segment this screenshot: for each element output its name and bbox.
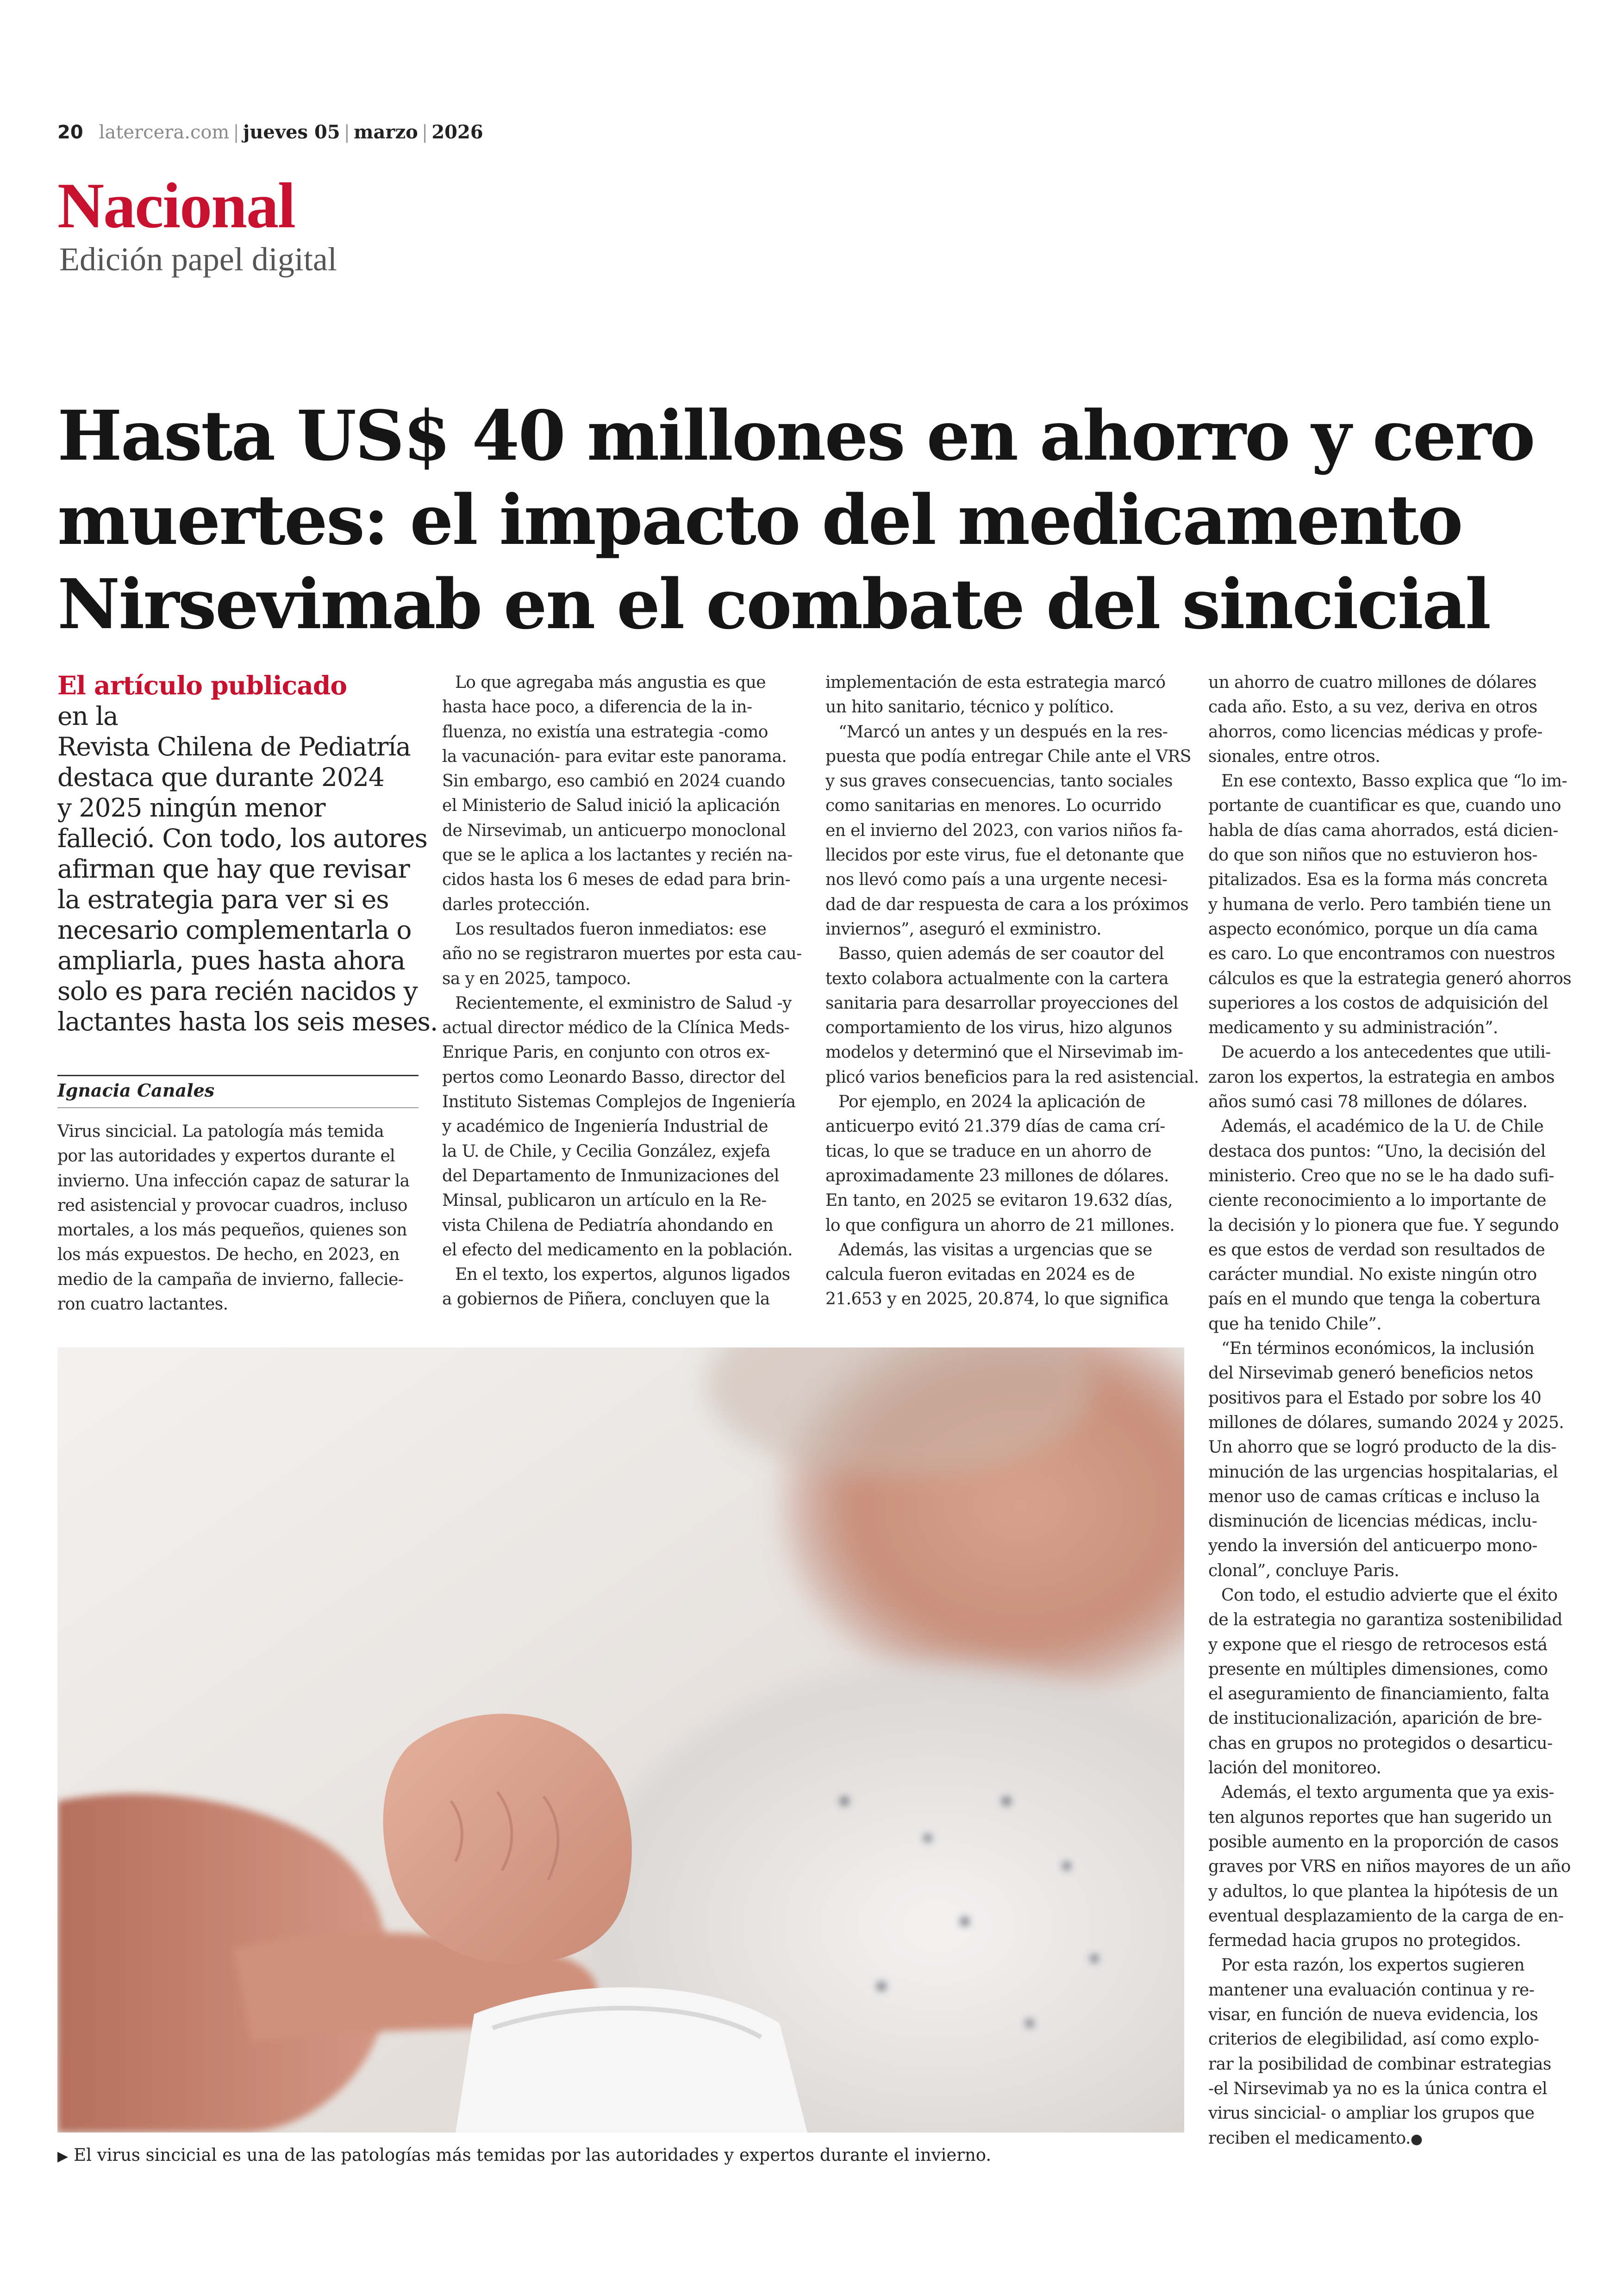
body-text-line: ten algunos reportes que han sugerido un [1208,1808,1552,1827]
body-text-line: chas en grupos no protegidos o desarticu- [1208,1734,1553,1753]
body-text-line: medicamento y su administración”. [1208,1018,1498,1038]
body-text-line: pitalizados. Esa es la forma más concreta [1208,870,1548,890]
lead-kicker: El artículo publicado [57,670,347,700]
body-text-line: Sin embargo, eso cambió en 2024 cuando [442,772,785,791]
site-name[interactable]: latercera.com [99,122,230,143]
headline-line: muertes: el impacto del medicamento [57,480,1462,560]
body-text-line: un ahorro de cuatro millones de dólares [1208,673,1537,692]
body-text-line: año no se registraron muertes por esta cau- [442,944,802,964]
body-text-line: por las autoridades y expertos durante el [57,1147,395,1166]
body-text-line: modelos y determinó que el Nirsevimab im- [825,1043,1183,1062]
body-text-line: posible aumento en la proporción de casos [1208,1832,1559,1852]
body-text-line: actual director médico de la Clínica Meds- [442,1018,790,1038]
body-text-line: hasta hace poco, a diferencia de la in- [442,698,752,717]
body-text-line: país en el mundo que tenga la cobertura [1208,1290,1541,1309]
body-text-line: sanitaria para desarrollar proyecciones del [825,993,1178,1013]
body-text-line: calcula fueron evitadas en 2024 es de [825,1265,1135,1285]
lead-line: afirman que hay que revisar [57,854,410,884]
body-text-line: implementación de esta estrategia marcó [825,673,1166,692]
body-text-line: y académico de Ingeniería Industrial de [442,1117,768,1136]
body-text-line: lación del monitoreo. [1208,1759,1381,1778]
body-text-line: Con todo, el estudio advierte que el éxito [1221,1585,1558,1605]
body-text-line: yendo la inversión del anticuerpo mono- [1208,1536,1537,1556]
body-text-line: fluenza, no existía una estrategia -como [442,722,768,742]
body-text-line: el Ministerio de Salud inició la aplicación [442,796,780,816]
body-text-line: la U. de Chile, y Cecilia González, exjefa [442,1141,770,1161]
headline-line: Hasta US$ 40 millones en ahorro y cero [57,395,1534,476]
body-text-line: ministerio. Creo que no se le ha dado sufi- [1208,1166,1554,1185]
article-lead [57,670,438,1037]
body-text-line: destaca dos puntos: “Uno, la decisión del [1208,1141,1546,1161]
body-text-line: un hito sanitario, técnico y político. [825,698,1114,717]
body-text-line: do que son niños que no estuvieron hos- [1208,846,1537,865]
body-text-line: positivos para el Estado por sobre los 40 [1208,1388,1542,1408]
body-text-line: y expone que el riesgo de retrocesos está [1208,1635,1548,1654]
body-text-line: el aseguramiento de financiamiento, falta [1208,1684,1549,1704]
body-text-line: En tanto, en 2025 se evitaron 19.632 días, [825,1191,1173,1210]
body-text-line: aproximadamente 23 millones de dólares. [825,1166,1169,1185]
body-column-4 [1208,670,1572,2152]
body-text-line: y adultos, lo que plantea la hipótesis de un [1208,1882,1558,1901]
body-text-line: mantener una evaluación continua y re- [1208,1980,1535,2000]
body-text-line: Un ahorro que se logró producto de la dis- [1208,1438,1556,1457]
body-text-line: Recientemente, el exministro de Salud -y [455,993,792,1013]
body-text-line: que se le aplica a los lactantes y recién na- [442,846,793,865]
body-text-line: Lo que agregaba más angustia es que [455,673,766,692]
body-text-line: millones de dólares, sumando 2024 y 2025. [1208,1413,1564,1432]
body-text-line: nos llevó como país a una urgente necesi- [825,870,1168,890]
body-text-line: reciben el medicamento.● [1208,2128,1423,2148]
body-text-line: años sumó casi 78 millones de dólares. [1208,1092,1528,1112]
body-text-line: De acuerdo a los antecedentes que utili- [1221,1043,1551,1062]
body-text-line: -el Nirsevimab ya no es la única contra el [1208,2079,1547,2098]
lead-line: ampliarla, pues hasta ahora [57,946,405,975]
section-title: Nacional [57,170,295,242]
body-text-line: Además, las visitas a urgencias que se [838,1240,1152,1260]
body-text-line: el efecto del medicamento en la población. [442,1240,793,1260]
byline-top-rule [57,1075,418,1076]
body-text-line: ciente reconocimiento a lo importante de [1208,1191,1546,1210]
body-text-line: que ha tenido Chile”. [1208,1314,1382,1334]
lead-first-line: en la [57,701,118,731]
body-text-line: y humana de verlo. Pero también tiene un [1208,895,1551,914]
lead-line: lactantes hasta los seis meses. [57,1007,438,1036]
body-column-1 [57,1119,423,1316]
body-text-line: sionales, entre otros. [1208,747,1380,766]
body-text-line: del Departamento de Inmunizaciones del [442,1166,779,1185]
folio-line: 20 latercera.com | jueves 05 | marzo | 2026 [57,121,483,143]
issue-year: 2026 [431,121,483,143]
body-text-line: invierno. Una infección capaz de saturar la [57,1171,410,1191]
section-subtitle: Edición papel digital [59,241,337,278]
body-text-line: lo que configura un ahorro de 21 millones. [825,1216,1175,1235]
body-text-line: aspecto económico, porque un día cama [1208,919,1538,939]
body-text-line: Además, el texto argumenta que ya exis- [1221,1783,1554,1802]
body-text-line: mortales, a los más pequeños, quienes son [57,1221,407,1240]
issue-day: jueves 05 [243,121,340,143]
body-text-line: habla de días cama ahorrados, está dicien- [1208,821,1558,840]
body-text-line: eventual desplazamiento de la carga de en- [1208,1906,1564,1926]
body-text-line: en el invierno del 2023, con varios niños fa- [825,821,1183,840]
caption-triangle-icon: ▶ [57,2148,69,2164]
body-text-line: plicó varios beneficios para la red asistencial. [825,1067,1199,1087]
body-text-line: cidos hasta los 6 meses de edad para brin- [442,870,791,890]
body-text-line: es caro. Lo que encontramos con nuestros [1208,944,1555,964]
lead-line: y 2025 ningún menor [57,793,325,823]
body-text-line: los más expuestos. De hecho, en 2023, en [57,1245,400,1265]
page-number: 20 [57,122,83,143]
body-text-line: Además, el académico de la U. de Chile [1221,1117,1544,1136]
body-text-line: “Marcó un antes y un después en la res- [838,722,1168,742]
caption-text: El virus sincicial es una de las patologías más temidas por las autoridades y expertos durante el invierno. [74,2145,992,2165]
article-photo [57,1347,1184,2133]
body-text-line: de Nirsevimab, un anticuerpo monoclonal [442,821,786,840]
body-text-line: puesta que podía entregar Chile ante el VRS [825,747,1191,766]
lead-line: la estrategia para ver si es [57,885,389,914]
byline: Ignacia Canales [57,1080,215,1101]
body-text-line: de institucionalización, aparición de bre- [1208,1709,1542,1728]
body-text-line: superiores a los costos de adquisición del [1208,993,1548,1013]
body-text-line: Instituto Sistemas Complejos de Ingeniería [442,1092,796,1112]
lead-line: falleció. Con todo, los autores [57,823,427,853]
body-text-line: vista Chilena de Pediatría ahondando en [442,1216,774,1235]
body-text-line: a gobiernos de Piñera, concluyen que la [442,1290,770,1309]
body-text-line: minución de las urgencias hospitalarias, el [1208,1462,1558,1482]
body-text-line: carácter mundial. No existe ningún otro [1208,1265,1537,1285]
body-text-line: ticas, lo que se traduce en un ahorro de [825,1141,1152,1161]
lead-line: Revista Chilena de Pediatría [57,732,411,761]
body-text-line: ahorros, como licencias médicas y profe- [1208,722,1543,742]
body-column-2 [442,670,801,1312]
body-text-line: visar, en función de nueva evidencia, los [1208,2005,1538,2025]
body-text-line: darles protección. [442,895,590,914]
body-text-line: y sus graves consecuencias, tanto sociales [825,772,1173,791]
article-headline [57,393,1585,646]
body-text-line: sa y en 2025, tampoco. [442,969,631,988]
body-text-line: anticuerpo evitó 21.379 días de cama crí- [825,1117,1165,1136]
body-text-line: ron cuatro lactantes. [57,1295,228,1314]
body-text-line: Minsal, publicaron un artículo en la Re- [442,1191,767,1210]
body-text-line: disminución de licencias médicas, inclu- [1208,1512,1537,1531]
body-text-line: red asistencial y provocar cuadros, incluso [57,1196,407,1215]
body-text-line: Los resultados fueron inmediatos: ese [455,919,767,939]
headline-line: Nirsevimab en el combate del sincicial [57,564,1490,644]
body-text-line: virus sincicial- o ampliar los grupos que [1208,2104,1535,2123]
body-text-line: En ese contexto, Basso explica que “lo im- [1221,772,1567,791]
body-text-line: graves por VRS en niños mayores de un año [1208,1857,1571,1877]
body-text-line: fermedad hacia grupos no protegidos. [1208,1931,1521,1951]
body-text-line: como sanitarias en menores. Lo ocurrido [825,796,1162,816]
body-text-line: inviernos”, aseguró el exministro. [825,919,1101,939]
body-text-line: Enrique Paris, en conjunto con otros ex- [442,1043,770,1062]
lead-line: solo es para recién nacidos y [57,976,418,1006]
body-text-line: del Nirsevimab generó beneficios netos [1208,1364,1533,1383]
body-text-line: la decisión y lo pionera que fue. Y segundo [1208,1216,1559,1235]
end-mark-icon: ● [1410,2131,1423,2147]
body-text-line: presente en múltiples dimensiones, como [1208,1659,1548,1679]
issue-month: marzo [354,121,418,143]
body-text-line: rar la posibilidad de combinar estrategias [1208,2054,1551,2074]
body-text-line: “En términos económicos, la inclusión [1221,1339,1535,1359]
body-text-line: menor uso de camas críticas e incluso la [1208,1487,1540,1506]
photo-caption [57,2144,991,2168]
body-text-line: comportamiento de los virus, hizo algunos [825,1018,1172,1038]
body-text-line: llecidos por este virus, fue el detonante que [825,846,1184,865]
body-text-line: texto colabora actualmente con la cartera [825,969,1168,988]
body-text-line: Basso, quien además de ser coautor del [838,944,1164,964]
body-text-line: Por ejemplo, en 2024 la aplicación de [838,1092,1145,1112]
body-text-line: pertos como Leonardo Basso, director del [442,1067,785,1087]
lead-line: necesario complementarla o [57,915,412,945]
baby-hand-photo [57,1347,1184,2133]
body-text-line: criterios de elegibilidad, así como explo- [1208,2030,1539,2049]
body-text-line: de la estrategia no garantiza sostenibilidad [1208,1610,1562,1630]
body-text-line: cálculos es que la estrategia generó ahorros [1208,969,1572,988]
body-text-line: la vacunación- para evitar este panorama. [442,747,787,766]
body-text-line: es que estos de verdad son resultados de [1208,1240,1545,1260]
body-column-3 [825,670,1199,1312]
body-text-line: cada año. Esto, a su vez, deriva en otros [1208,698,1537,717]
body-text-line: 21.653 y en 2025, 20.874, lo que significa [825,1290,1169,1309]
body-text-line: zaron los expertos, la estrategia en ambos [1208,1067,1555,1087]
body-text-line: clonal”, concluye Paris. [1208,1561,1399,1580]
byline-bottom-rule [57,1107,418,1108]
body-text-line: portante de cuantificar es que, cuando uno [1208,796,1561,816]
body-text-line: Por esta razón, los expertos sugieren [1221,1956,1524,1975]
lead-line: destaca que durante 2024 [57,762,384,792]
body-text-line: medio de la campaña de invierno, fallecie- [57,1270,404,1289]
body-text-line: Virus sincicial. La patología más temida [57,1122,384,1141]
body-text-line: dad de dar respuesta de cara a los próximos [825,895,1189,914]
body-text-line: En el texto, los expertos, algunos ligados [455,1265,790,1285]
